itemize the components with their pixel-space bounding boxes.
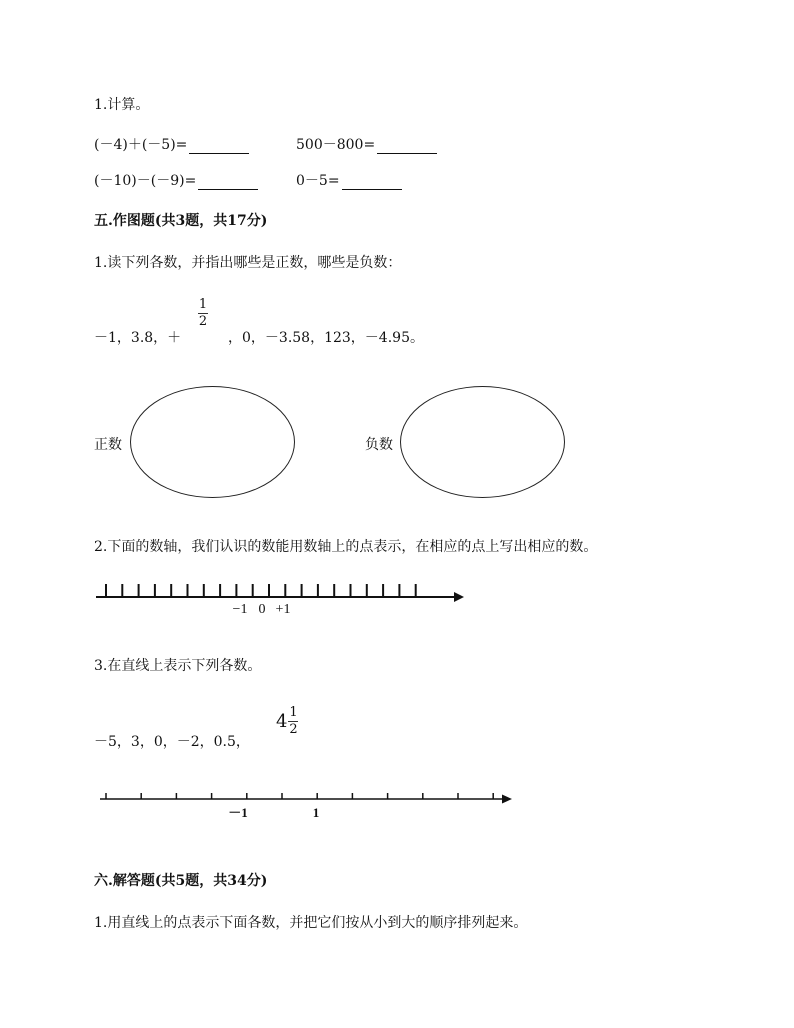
number-line-1 (0, 578, 794, 628)
axis-label-1: 1 (312, 805, 320, 820)
mixed-whole: 4 (276, 711, 288, 732)
axis-label-neg1: －1 (228, 805, 248, 820)
section5-q2-text: 2.下面的数轴，我们认识的数能用数轴上的点表示，在相应的点上写出相应的数。 (94, 539, 598, 555)
fraction-denominator: 2 (198, 314, 208, 329)
section6-q1-text: 1.用直线上的点表示下面各数，并把它们按从小到大的顺序排列起来。 (94, 915, 528, 931)
fraction-one-half (198, 298, 208, 329)
section6-heading: 六.解答题(共5题，共34分) (94, 873, 268, 889)
section5-q1-nums-before: －1，3.8，＋ (94, 330, 182, 346)
mixed-number (276, 706, 298, 737)
negative-numbers-oval (400, 386, 565, 498)
axis-label-pos1: +1 (275, 602, 291, 617)
calc-expression: 0－5= (296, 173, 340, 189)
section5-heading: 五.作图题(共3题，共17分) (94, 213, 268, 229)
calc-row2-left (94, 170, 258, 190)
section5-q3-nums: －5，3，0，－2，0.5， (94, 734, 250, 750)
axis-label-neg1: −1 (232, 602, 248, 617)
arrow-right-icon (454, 592, 464, 602)
answer-blank[interactable] (189, 139, 249, 154)
negative-label: 负数 (365, 437, 393, 453)
calc-expression: (－10)－(－9)= (94, 173, 197, 189)
calc-row2-right (296, 170, 402, 190)
calc-expression: (－4)＋(－5)= (94, 137, 188, 153)
number-line-2 (0, 788, 794, 828)
answer-blank[interactable] (377, 139, 437, 154)
number-line-1-ticks (106, 584, 416, 597)
calc-row1-left (94, 134, 249, 154)
fraction-numerator: 1 (198, 297, 208, 312)
answer-blank[interactable] (198, 175, 258, 190)
axis-label-0: 0 (258, 602, 266, 617)
section5-q1-text: 1.读下列各数，并指出哪些是正数，哪些是负数： (94, 255, 402, 271)
calc-expression: 500－800= (296, 137, 376, 153)
positive-numbers-oval (130, 386, 295, 498)
section5-q3-text: 3.在直线上表示下列各数。 (94, 658, 262, 674)
question-calc-label: 1.计算。 (94, 97, 150, 113)
fraction-denominator: 2 (289, 722, 298, 737)
section5-q1-nums-after: ，0，－3.58，123，－4.95。 (228, 330, 424, 346)
number-line-2-ticks (106, 793, 493, 799)
calc-row1-right (296, 134, 437, 154)
arrow-right-icon (502, 795, 512, 804)
fraction-numerator: 1 (289, 705, 298, 720)
positive-label: 正数 (94, 437, 122, 453)
mixed-fraction (288, 706, 298, 737)
answer-blank[interactable] (342, 175, 402, 190)
